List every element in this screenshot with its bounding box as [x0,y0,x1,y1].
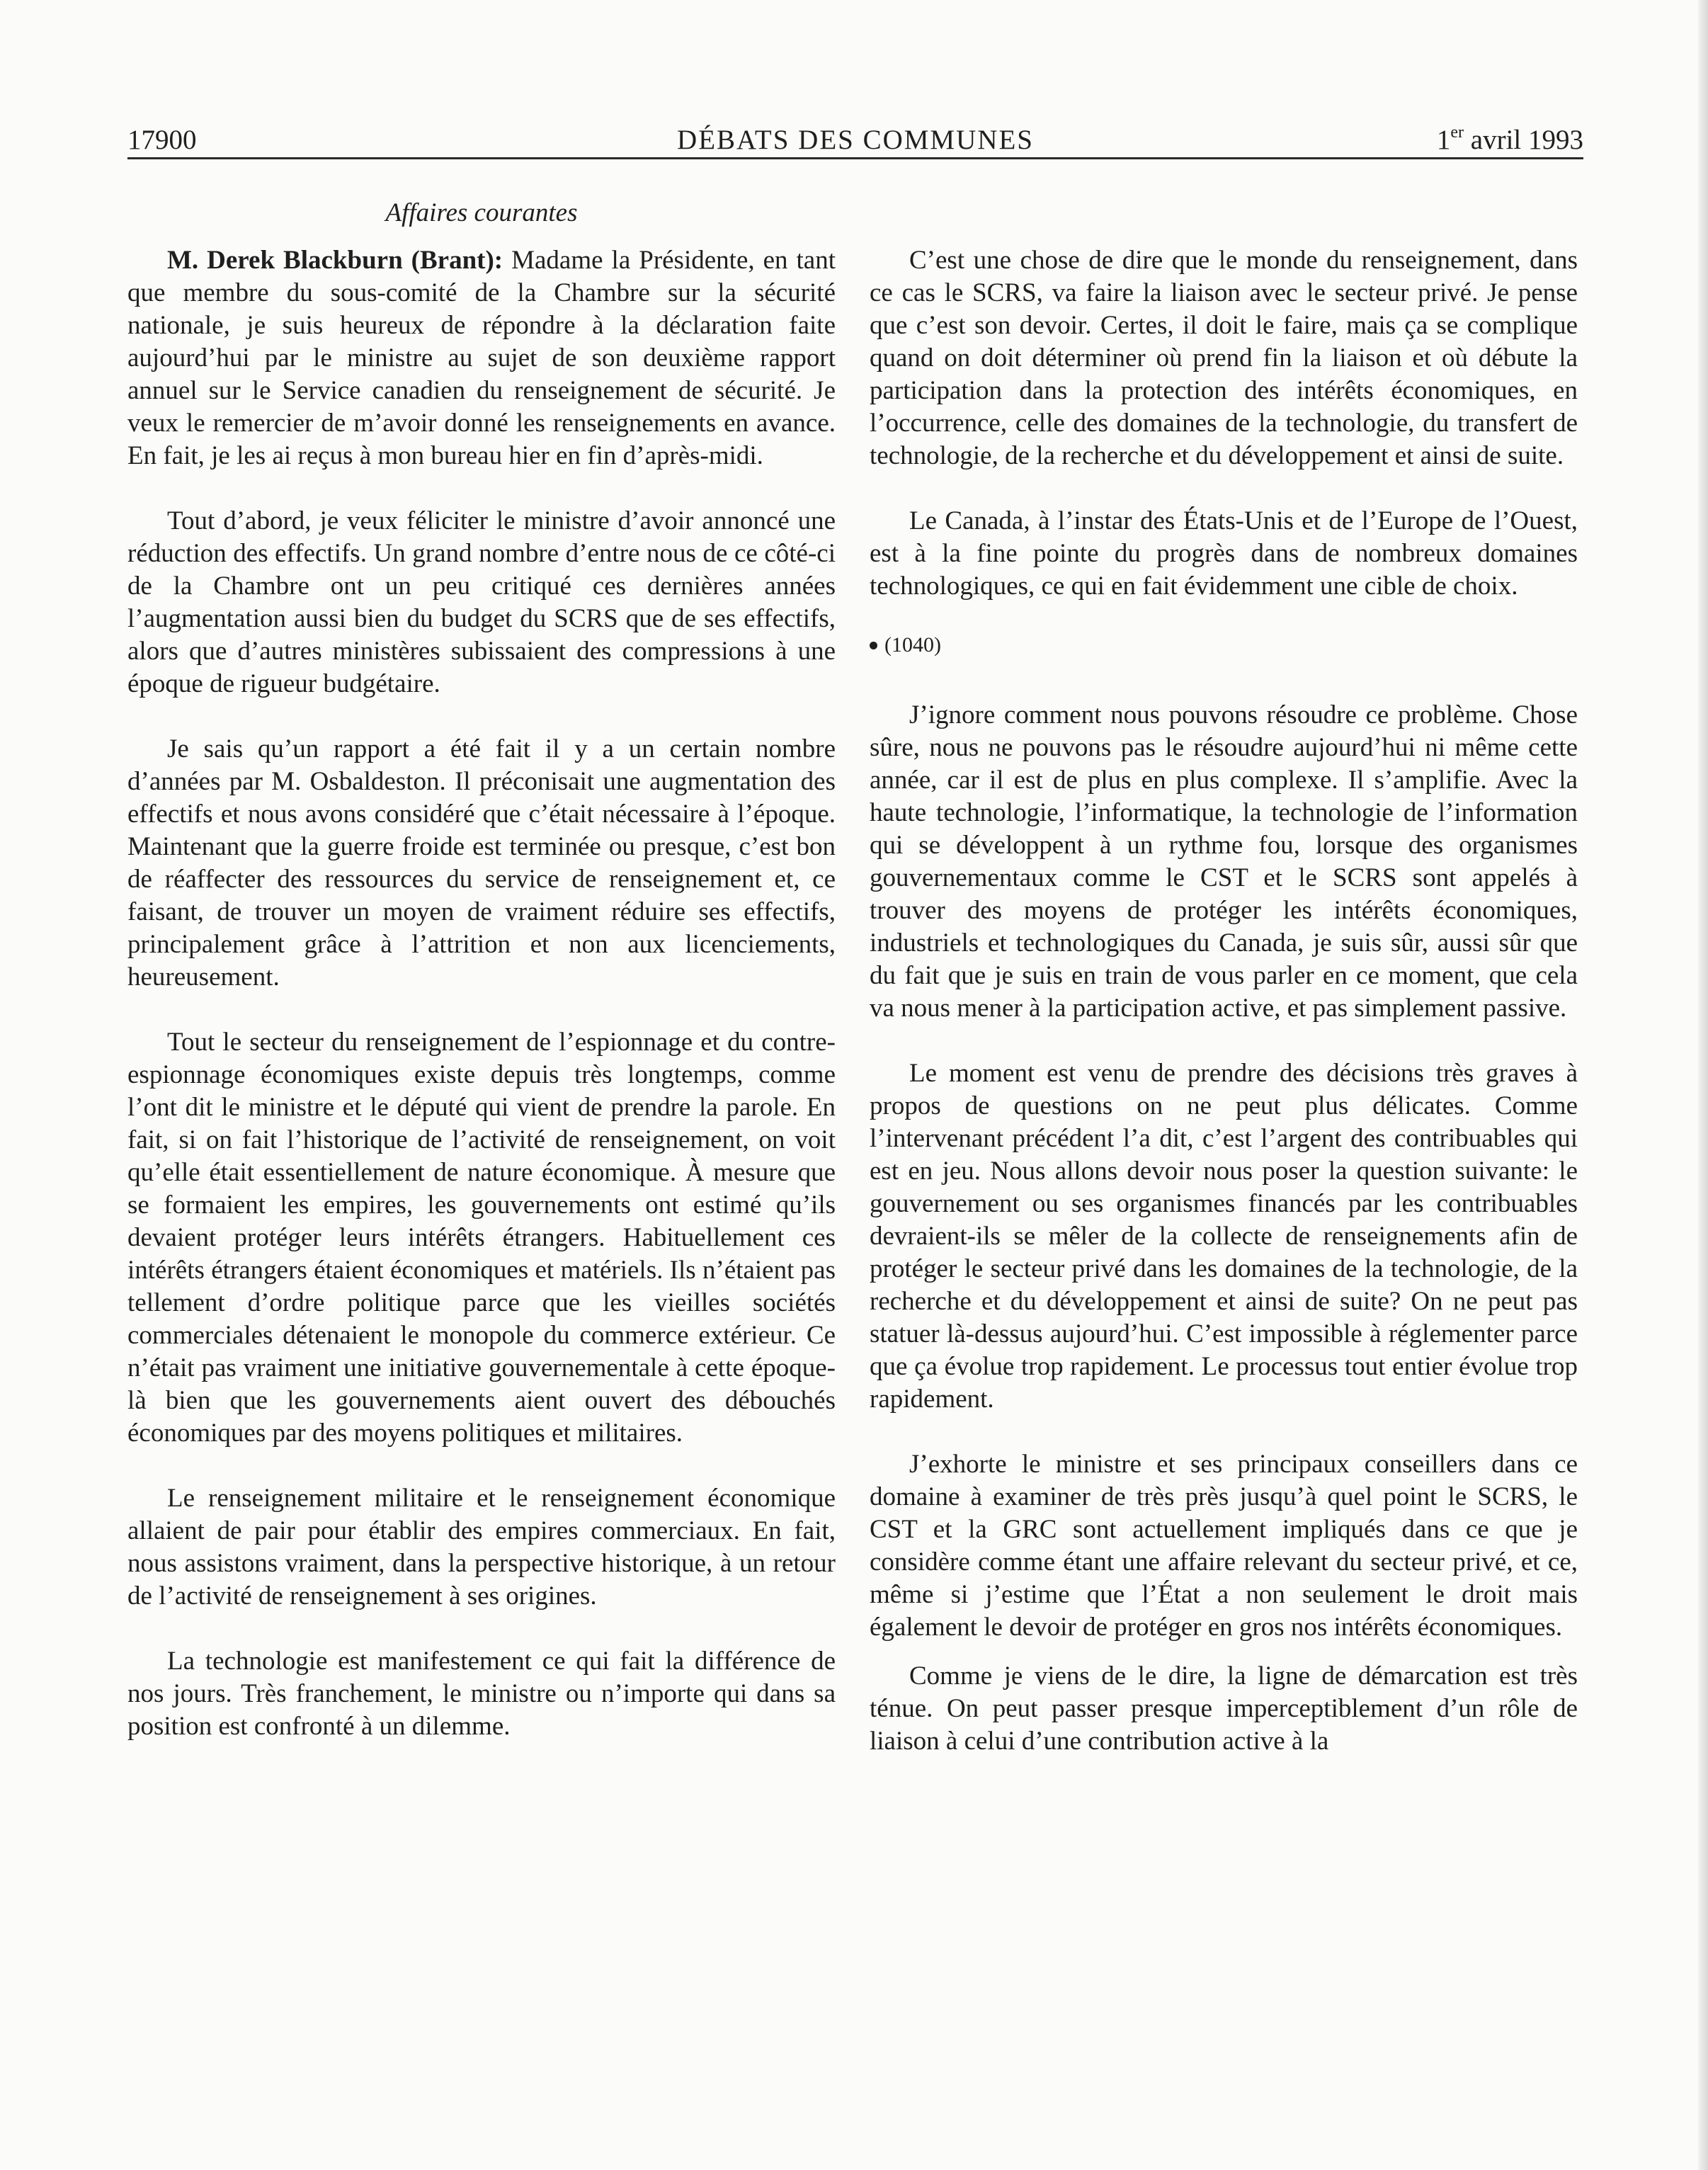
paragraph: Comme je viens de le dire, la ligne de démarcation est très ténue. On peut passer presque imperceptiblement d’un rôle de liaison à celui d’une contribution active à la [870,1661,1578,1756]
header-rule [127,157,1583,159]
paragraph: Tout le secteur du renseignement de l’espionnage et du contre-espionnage économiques existe depuis très longtemps, comme l’ont dit le ministre et le député qui vient de prendre la parole. En fait, si on fait l’historique de l’activité de renseignement, on voit qu’elle était essentiellement de nature économique. À mesure que se formaient les empires, les gouvernements ont estimé qu’ils devaient protéger leurs intérêts étrangers. Habituellement ces intérêts étrangers étaient économiques et matériels. Ils n’étaient pas tellement d’ordre politique parce que les vieilles sociétés commerciales détenaient le monopole du commerce extérieur. Ce n’était pas vraiment une initiative gouvernementale à cette époque-là bien que les gouvernements aient ouvert des débouchés économiques par des moyens politiques et militaires. [127,1028,836,1448]
page-number: 17900 [127,125,197,155]
paragraph: La technologie est manifestement ce qui fait la différence de nos jours. Très franchement, le ministre ou n’importe qui dans sa position est confronté à un dilemme. [127,1647,836,1741]
publication-title: DÉBATS DES COMMUNES [677,125,1034,155]
paragraph: C’est une chose de dire que le monde du renseignement, dans ce cas le SCRS, va faire la liaison avec le secteur privé. Je pense que c’est son devoir. Certes, il doit le faire, mais ça se complique quand on doit déterminer où prend fin la liaison et où débute la participation dans la protection des intérêts économiques, en l’occurrence, celle des domaines de la technologie, du transfert de technologie, de la recherche et du développement et ainsi de suite. [870,246,1578,470]
speaker-name: M. Derek Blackburn (Brant): [167,246,503,275]
paragraph: Tout d’abord, je veux féliciter le ministre d’avoir annoncé une réduction des effectifs. Un grand nombre d’entre nous de ce côté-ci de la Chambre ont un peu critiqué ces dernières années l’augmentation aussi bien du budget du SCRS que de ses effectifs, alors que d’autres ministères subissaient des compressions à une époque de rigueur budgétaire. [127,506,836,698]
paragraph: Le Canada, à l’instar des États-Unis et de l’Europe de l’Ouest, est à la fine pointe du progrès dans de nombreux domaines technologiques, ce qui en fait évidemment une cible de choix. [870,506,1578,601]
paragraph: Je sais qu’un rapport a été fait il y a un certain nombre d’années par M. Osbaldeston. Il préconisait une augmentation des effectifs et nous avons considéré que c’était nécessaire à l’époque. Maintenant que la guerre froide est terminée ou presque, c’est bon de réaffecter des ressources du service de renseignement et, ce faisant, de trouver un moyen de vraiment réduire ses effectifs, principalement grâce à l’attrition et non aux licenciements, heureusement. [127,734,836,992]
page-edge [1698,0,1708,2170]
page-header [127,122,1583,159]
paragraph: J’exhorte le ministre et ses principaux conseillers dans ce domaine à examiner de très près jusqu’à quel point le SCRS, le CST et la GRC sont actuellement impliqués dans ce que je considère comme étant une affaire relevant du secteur privé, et ce, même si j’estime que l’État a non seulement le droit mais également le devoir de protéger en gros nos intérêts économiques. [870,1450,1578,1642]
paragraph: M. Derek Blackburn (Brant): Madame la Présidente, en tant que membre du sous-comité de la Chambre sur la sécurité nationale, je suis heureux de répondre à la déclaration faite aujourd’hui par le ministre au sujet de son deuxième rapport annuel sur le Service canadien du renseignement de sécurité. Je veux le remercier de m’avoir donné les renseignements en avance. En fait, je les ai reçus à mon bureau hier en fin d’après-midi. [127,246,836,470]
bullet-icon [870,642,877,649]
paragraph: Le moment est venu de prendre des décisions très graves à propos de questions on ne peut plus délicates. Comme l’intervenant précédent l’a dit, c’est l’argent des contribuables qui est en jeu. Nous allons devoir nous poser la question suivante: le gouvernement ou ses organismes financés par les contribuables devraient-ils se mêler de la collecte de renseignements afin de protéger le secteur privé dans les domaines de la technologie, de la recherche et du développement et ainsi de suite? On ne peut pas statuer là-dessus aujourd’hui. C’est impossible à réglementer parce que ça évolue trop rapidement. Le processus tout entier évolue trop rapidement. [870,1059,1578,1414]
timestamp: (1040) [870,631,1578,659]
right-column [870,244,1578,1758]
paragraph: J’ignore comment nous pouvons résoudre ce problème. Chose sûre, nous ne pouvons pas le résoudre aujourd’hui ni même cette année, car il est de plus en plus complexe. Il s’amplifie. Avec la haute technologie, l’informatique, la technologie de l’information qui se développent à un rythme fou, lorsque des organismes gouvernementaux comme le CST et le SCRS sont appelés à trouver des moyens de protéger les intérêts économiques, industriels et technologiques du Canada, je suis sûr, aussi sûr que du fait que je suis en train de vous parler en ce moment, que cela va nous mener à la participation active, et pas simplement passive. [870,700,1578,1023]
section-title: Affaires courantes [385,198,578,227]
publication-date: 1er avril 1993 [1436,123,1583,155]
paragraph: Le renseignement militaire et le renseignement économique allaient de pair pour établir des empires commerciaux. En fait, nous assistons vraiment, dans la perspective historique, à un retour de l’activité de renseignement à ses origines. [127,1484,836,1611]
left-column [127,244,836,1743]
